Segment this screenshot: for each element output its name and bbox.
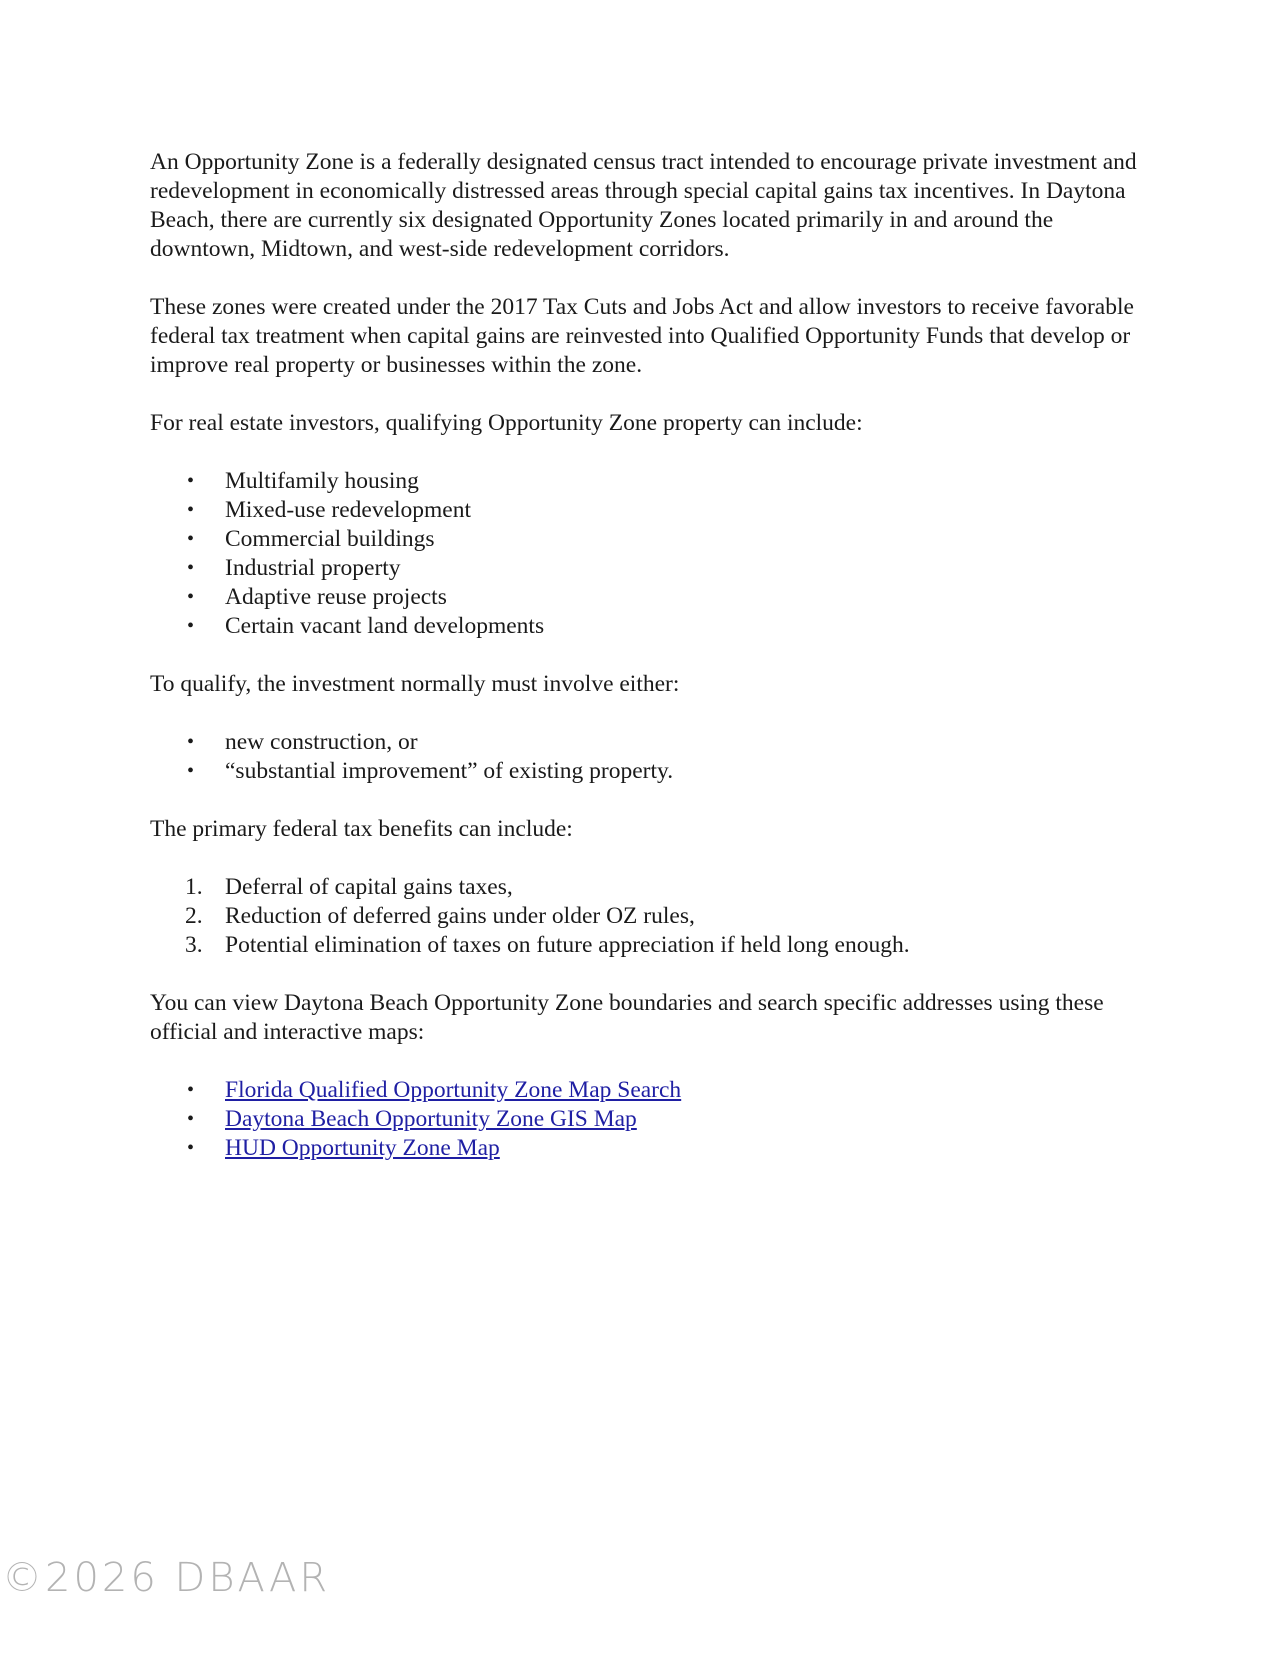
benefits-list <box>150 873 1140 960</box>
list-number: 1. <box>185 874 203 900</box>
list-item: 2. Reduction of deferred gains under older OZ rules, <box>185 903 695 929</box>
list-item <box>150 1076 1140 1105</box>
list-item: • Commercial buildings <box>187 526 435 552</box>
list-item: • Adaptive reuse projects <box>187 584 447 610</box>
maps-intro: You can view Daytona Beach Opportunity Zone boundaries and search specific addresses using these official and interactive maps: <box>150 990 1104 1045</box>
list-item: • new construction, or <box>187 729 418 755</box>
bullet-icon: • <box>187 1079 195 1101</box>
bullet-icon: • <box>187 586 195 608</box>
list-item: • “substantial improvement” of existing property. <box>187 758 674 784</box>
daytona-gis-map-link[interactable]: Daytona Beach Opportunity Zone GIS Map <box>225 1106 637 1132</box>
bullet-icon: • <box>187 731 195 753</box>
list-item: 1. Deferral of capital gains taxes, <box>185 874 513 900</box>
copyright-watermark: ©2026 DBAAR <box>2 1555 331 1601</box>
bullet-icon: • <box>187 615 195 637</box>
property-types-list <box>150 467 1140 641</box>
list-item <box>150 1134 1140 1163</box>
list-number: 2. <box>185 903 203 929</box>
property-intro: For real estate investors, qualifying Opportunity Zone property can include: <box>150 410 863 436</box>
qualify-intro: To qualify, the investment normally must involve either: <box>150 671 680 697</box>
florida-oz-map-link[interactable]: Florida Qualified Opportunity Zone Map Search <box>225 1077 682 1103</box>
bullet-icon: • <box>187 760 195 782</box>
bullet-icon: • <box>187 557 195 579</box>
history-paragraph: These zones were created under the 2017 Tax Cuts and Jobs Act and allow investors to receive favorable federal tax treatment when capital gains are reinvested into Qualified Opportunity Funds that develop or improve real property or businesses within the zone. <box>150 294 1134 378</box>
bullet-icon: • <box>187 499 195 521</box>
benefits-intro: The primary federal tax benefits can include: <box>150 816 573 842</box>
intro-paragraph: An Opportunity Zone is a federally designated census tract intended to encourage private investment and redevelopment in economically distressed areas through special capital gains tax incentives. In Daytona Beach, there are currently six designated Opportunity Zones located primarily in and around the downtown, Midtown, and west-side redevelopment corridors. <box>150 149 1137 262</box>
bullet-icon: • <box>187 470 195 492</box>
list-item: • Multifamily housing <box>187 468 419 494</box>
map-links-list <box>150 1076 1140 1163</box>
qualify-list <box>150 728 1140 786</box>
list-item <box>150 1105 1140 1134</box>
hud-oz-map-link[interactable]: HUD Opportunity Zone Map <box>225 1135 500 1161</box>
document-page <box>150 148 1140 1192</box>
list-item: • Mixed-use redevelopment <box>187 497 472 523</box>
bullet-icon: • <box>187 528 195 550</box>
bullet-icon: • <box>187 1137 195 1159</box>
bullet-icon: • <box>187 1108 195 1130</box>
list-item: • Industrial property <box>187 555 401 581</box>
list-number: 3. <box>185 932 203 958</box>
list-item: • Certain vacant land developments <box>187 613 545 639</box>
list-item: 3. Potential elimination of taxes on future appreciation if held long enough. <box>185 932 910 958</box>
